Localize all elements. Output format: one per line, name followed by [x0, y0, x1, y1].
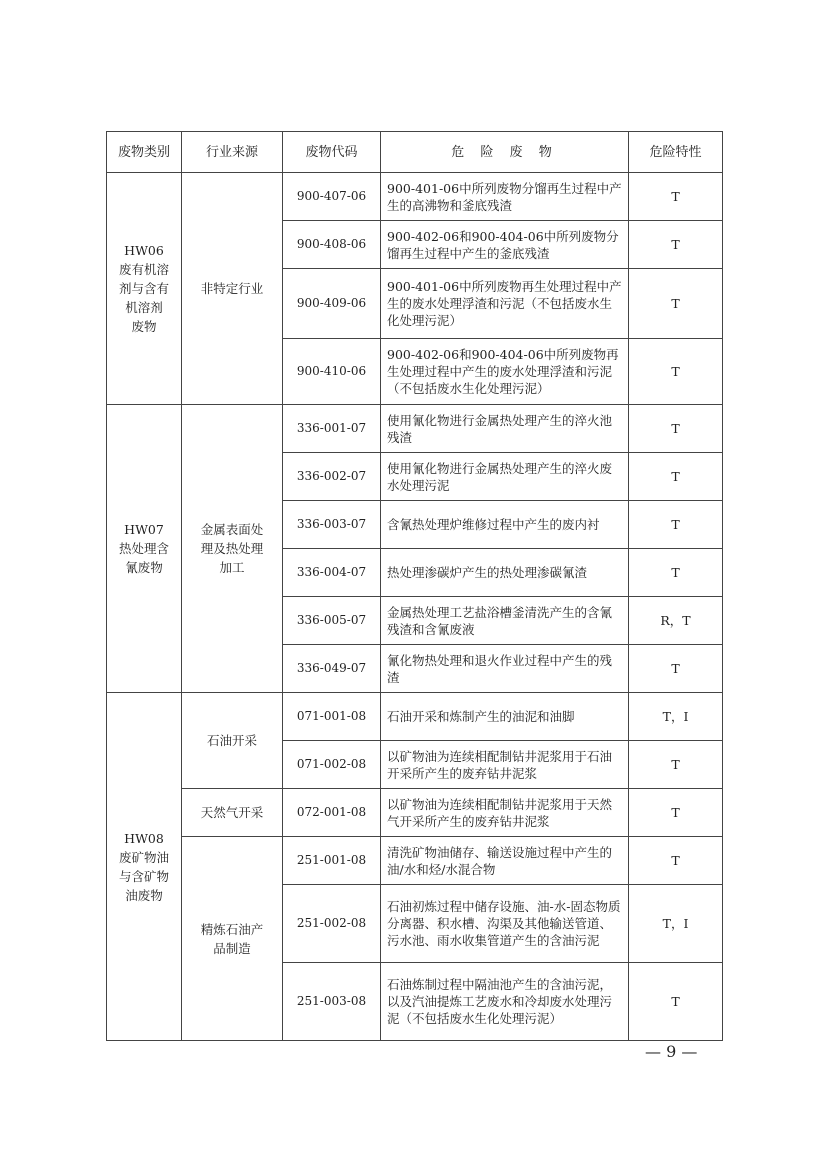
industry-line: 天然气开采: [200, 805, 264, 820]
industry-line: 理及热处理: [200, 541, 264, 556]
hazard-property: T: [629, 339, 723, 405]
category-line: HW06: [124, 243, 164, 258]
category-line: 氰废物: [125, 560, 163, 575]
table-row: [107, 837, 723, 885]
industry-line: 非特定行业: [200, 281, 264, 296]
industry-cell: [182, 405, 283, 693]
waste-code: 251-002-08: [283, 885, 381, 963]
waste-description: 使用氰化物进行金属热处理产生的淬火废水处理污泥: [381, 453, 629, 501]
hazardous-waste-table: [106, 131, 723, 1041]
category-line: 机溶剂: [125, 300, 163, 315]
category-line: HW07: [124, 522, 164, 537]
hazard-property: T: [629, 963, 723, 1041]
category-cell-hw08: [107, 693, 182, 1041]
waste-description: 900-402-06和900-404-06中所列废物分馏再生过程中产生的釜底残渣: [381, 221, 629, 269]
category-line: 与含矿物: [118, 868, 169, 884]
waste-code: 336-049-07: [283, 645, 381, 693]
category-line: 热处理含: [118, 541, 169, 556]
waste-description: 使用氰化物进行金属热处理产生的淬火池残渣: [381, 405, 629, 453]
category-line: 油废物: [125, 887, 163, 903]
waste-code: 336-002-07: [283, 453, 381, 501]
header-code: 废物代码: [283, 132, 381, 173]
waste-code: 336-004-07: [283, 549, 381, 597]
table-header-row: [107, 132, 723, 173]
industry-cell: [182, 173, 283, 405]
waste-code: 336-003-07: [283, 501, 381, 549]
header-hazard-property: 危险特性: [629, 132, 723, 173]
waste-description: 氰化物热处理和退火作业过程中产生的残渣: [381, 645, 629, 693]
table-row: [107, 405, 723, 453]
table-row: [107, 173, 723, 221]
industry-line: 加工: [219, 560, 245, 575]
waste-code: 251-003-08: [283, 963, 381, 1041]
waste-code: 336-001-07: [283, 405, 381, 453]
category-line: 废有机溶: [118, 262, 169, 277]
industry-line: 石油开采: [206, 733, 257, 748]
hazard-property: T: [629, 269, 723, 339]
waste-code: 071-001-08: [283, 693, 381, 741]
waste-description: 石油初炼过程中储存设施、油-水-固态物质分离器、积水槽、沟渠及其他输送管道、污水池、雨水收集管道产生的含油污泥: [381, 885, 629, 963]
hazard-property: T: [629, 405, 723, 453]
waste-code: 251-001-08: [283, 837, 381, 885]
waste-code: 072-001-08: [283, 789, 381, 837]
hazard-property: T: [629, 837, 723, 885]
header-category: 废物类别: [107, 132, 182, 173]
hazard-property: T: [629, 221, 723, 269]
hazard-property: T: [629, 741, 723, 789]
hazard-property: T，I: [629, 885, 723, 963]
category-cell-hw07: [107, 405, 182, 693]
hazard-property: R，T: [629, 597, 723, 645]
hazard-property: T: [629, 549, 723, 597]
waste-code: 900-410-06: [283, 339, 381, 405]
category-line: 废矿物油: [118, 849, 169, 865]
table-row: [107, 693, 723, 741]
industry-cell: [182, 789, 283, 837]
category-line: 废物: [131, 319, 157, 334]
waste-code: 900-407-06: [283, 173, 381, 221]
hazard-property: T: [629, 453, 723, 501]
waste-description: 900-402-06和900-404-06中所列废物再生处理过程中产生的废水处理浮渣和污泥（不包括废水生化处理污泥）: [381, 339, 629, 405]
waste-description: 石油炼制过程中隔油池产生的含油污泥，以及汽油提炼工艺废水和冷却废水处理污泥（不包括废水生化处理污泥）: [381, 963, 629, 1041]
industry-cell: [182, 837, 283, 1041]
waste-description: 热处理渗碳炉产生的热处理渗碳氰渣: [381, 549, 629, 597]
header-hazardous-waste: 危 险 废 物: [381, 132, 629, 173]
hazard-property: T: [629, 501, 723, 549]
industry-line: 精炼石油产: [200, 921, 264, 937]
category-cell-hw06: [107, 173, 182, 405]
industry-line: 品制造: [213, 940, 251, 956]
waste-description: 900-401-06中所列废物再生处理过程中产生的废水处理浮渣和污泥（不包括废水生化处理污泥）: [381, 269, 629, 339]
industry-line: 金属表面处: [200, 522, 264, 537]
hazard-property: T: [629, 789, 723, 837]
waste-description: 以矿物油为连续相配制钻井泥浆用于天然气开采所产生的废弃钻井泥浆: [381, 789, 629, 837]
waste-code: 900-409-06: [283, 269, 381, 339]
header-industry: 行业来源: [182, 132, 283, 173]
waste-description: 石油开采和炼制产生的油泥和油脚: [381, 693, 629, 741]
waste-description: 含氰热处理炉维修过程中产生的废内衬: [381, 501, 629, 549]
waste-description: 清洗矿物油储存、输送设施过程中产生的油/水和烃/水混合物: [381, 837, 629, 885]
industry-cell: [182, 693, 283, 789]
waste-code: 071-002-08: [283, 741, 381, 789]
waste-description: 以矿物油为连续相配制钻井泥浆用于石油开采所产生的废弃钻井泥浆: [381, 741, 629, 789]
hazard-property: T，I: [629, 693, 723, 741]
page-number: — 9 —: [645, 1042, 698, 1061]
table-row: [107, 789, 723, 837]
waste-description: 900-401-06中所列废物分馏再生过程中产生的高沸物和釜底残渣: [381, 173, 629, 221]
category-line: 剂与含有: [118, 281, 169, 296]
category-line: HW08: [124, 830, 164, 846]
hazard-property: T: [629, 645, 723, 693]
hazard-property: T: [629, 173, 723, 221]
waste-code: 900-408-06: [283, 221, 381, 269]
waste-code: 336-005-07: [283, 597, 381, 645]
waste-description: 金属热处理工艺盐浴槽釜清洗产生的含氰残渣和含氰废液: [381, 597, 629, 645]
